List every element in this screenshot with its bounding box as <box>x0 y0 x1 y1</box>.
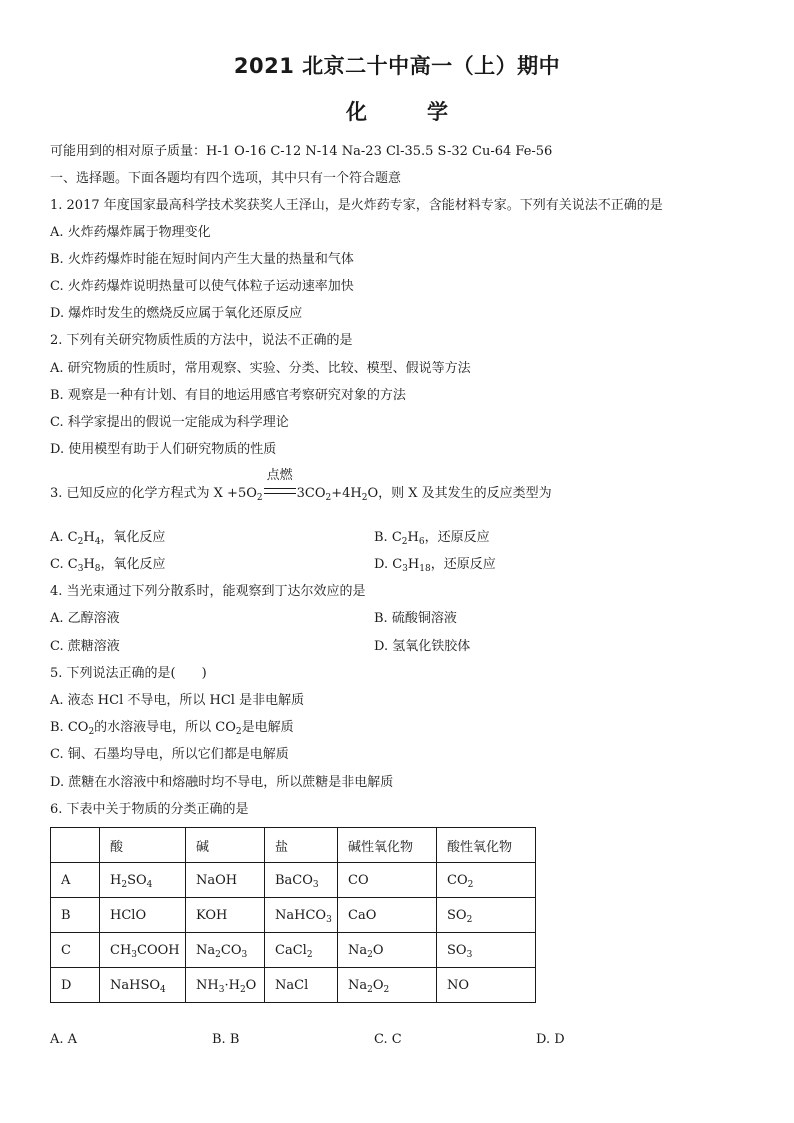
table-header-cell: 酸性氧化物 <box>437 828 536 863</box>
q1-option-b: B. 火炸药爆炸时能在短时间内产生大量的热量和气体 <box>50 252 354 267</box>
table-cell: B <box>51 898 100 933</box>
q2-option-d: D. 使用模型有助于人们研究物质的性质 <box>50 442 277 457</box>
q3-option-d: D. $C_3H_{18}$，还原反应 <box>374 557 496 574</box>
table-header-cell: 盐 <box>265 828 338 863</box>
q4-option-c: C. 蔗糖溶液 <box>50 639 120 654</box>
q5-option-c: C. 铜、石墨均导电，所以它们都是电解质 <box>50 747 289 762</box>
q6-option-b: B. B <box>212 1032 240 1047</box>
subject-char-2: 学 <box>427 100 448 124</box>
table-cell: $NH_3\cdot H_2O$ <box>186 968 265 1003</box>
table-header-cell: 碱 <box>186 828 265 863</box>
q2-stem: 2. 下列有关研究物质性质的方法中，说法不正确的是 <box>50 333 353 348</box>
table-cell: KOH <box>186 898 265 933</box>
q1-stem: 1. 2017 年度国家最高科学技术奖获奖人王泽山，是火炸药专家，含能材料专家。下列有关说法不正确的是 <box>50 198 663 213</box>
table-cell: $SO_3$ <box>437 933 536 968</box>
table-header-row <box>51 828 536 863</box>
table-cell: $Na_2CO_3$ <box>186 933 265 968</box>
q6-stem: 6. 下表中关于物质的分类正确的是 <box>50 802 249 817</box>
table-cell: $CO_2$ <box>437 863 536 898</box>
q5-stem: 5. 下列说法正确的是( ) <box>50 666 207 681</box>
section-heading: 一、选择题。下面各题均有四个选项，其中只有一个符合题意 <box>50 171 402 186</box>
q6-option-a: A. A <box>50 1032 78 1047</box>
table-cell: CaO <box>338 898 437 933</box>
q1-option-d: D. 爆炸时发生的燃烧反应属于氧化还原反应 <box>50 306 303 321</box>
table-cell: NO <box>437 968 536 1003</box>
table-cell: CO <box>338 863 437 898</box>
reaction-condition: 点燃 <box>266 468 293 483</box>
table-cell: CaCl$_2$ <box>265 933 338 968</box>
table-cell: $SO_2$ <box>437 898 536 933</box>
atomic-masses-note: 可能用到的相对原子质量：H-1 O-16 C-12 N-14 Na-23 Cl-35.5 S-32 Cu-64 Fe-56 <box>50 144 553 159</box>
q5-option-d: D. 蔗糖在水溶液中和熔融时均不导电，所以蔗糖是非电解质 <box>50 775 394 790</box>
table-cell: NaHCO$_3$ <box>265 898 338 933</box>
table-cell: $H_2SO_4$ <box>100 863 186 898</box>
table-cell: $Na_2O$ <box>338 933 437 968</box>
table-cell: A <box>51 863 100 898</box>
table-cell: $Na_2O_2$ <box>338 968 437 1003</box>
q5-option-b: B. $CO_2$的水溶液导电，所以 $CO_2$是电解质 <box>50 720 294 737</box>
table-cell: BaCO$_3$ <box>265 863 338 898</box>
subject-char-1: 化 <box>346 100 367 124</box>
subject-title <box>0 96 794 126</box>
q2-option-a: A. 研究物质的性质时，常用观察、实验、分类、比较、模型、假说等方法 <box>50 361 471 376</box>
q5-option-a: A. 液态 HCl 不导电，所以 HCl 是非电解质 <box>50 693 305 708</box>
q4-option-a: A. 乙醇溶液 <box>50 611 120 626</box>
table-row <box>51 968 536 1003</box>
table-cell: $CH_3COOH$ <box>100 933 186 968</box>
reaction-arrow <box>263 468 297 503</box>
table-row <box>51 933 536 968</box>
table-cell: HClO <box>100 898 186 933</box>
q3-option-a: A. $C_2H_4$，氧化反应 <box>50 530 166 547</box>
q4-option-d: D. 氢氧化铁胶体 <box>374 639 471 654</box>
q3-option-b: B. $C_2H_6$，还原反应 <box>374 530 490 547</box>
q6-option-c: C. C <box>374 1032 402 1047</box>
table-cell: D <box>51 968 100 1003</box>
q1-option-a: A. 火炸药爆炸属于物理变化 <box>50 225 211 240</box>
page-title: 2021 北京二十中高一（上）期中 <box>233 54 561 78</box>
table-header-cell <box>51 828 100 863</box>
q4-stem: 4. 当光束通过下列分散系时，能观察到丁达尔效应的是 <box>50 584 366 599</box>
table-header-cell: 碱性氧化物 <box>338 828 437 863</box>
table-row <box>51 898 536 933</box>
table-header-cell: 酸 <box>100 828 186 863</box>
table-cell: C <box>51 933 100 968</box>
q1-option-c: C. 火炸药爆炸说明热量可以使气体粒子运动速率加快 <box>50 279 354 294</box>
table-cell: NaOH <box>186 863 265 898</box>
q4-option-b: B. 硫酸铜溶液 <box>374 611 457 626</box>
table-cell: NaCl <box>265 968 338 1003</box>
table-cell: NaHSO$_4$ <box>100 968 186 1003</box>
q2-option-b: B. 观察是一种有计划、有目的地运用感官考察研究对象的方法 <box>50 388 406 403</box>
q2-option-c: C. 科学家提出的假说一定能成为科学理论 <box>50 415 289 430</box>
classification-table <box>50 827 536 1003</box>
q3-stem: 3. 已知反应的化学方程式为 $X +5O_2$ 点燃 $3CO_2+4H_2O$，则 X 及其发生的反应类型为 <box>50 468 552 503</box>
q3-option-c: C. $C_3H_8$，氧化反应 <box>50 557 166 574</box>
table-row <box>51 863 536 898</box>
q6-option-d: D. D <box>536 1032 565 1047</box>
